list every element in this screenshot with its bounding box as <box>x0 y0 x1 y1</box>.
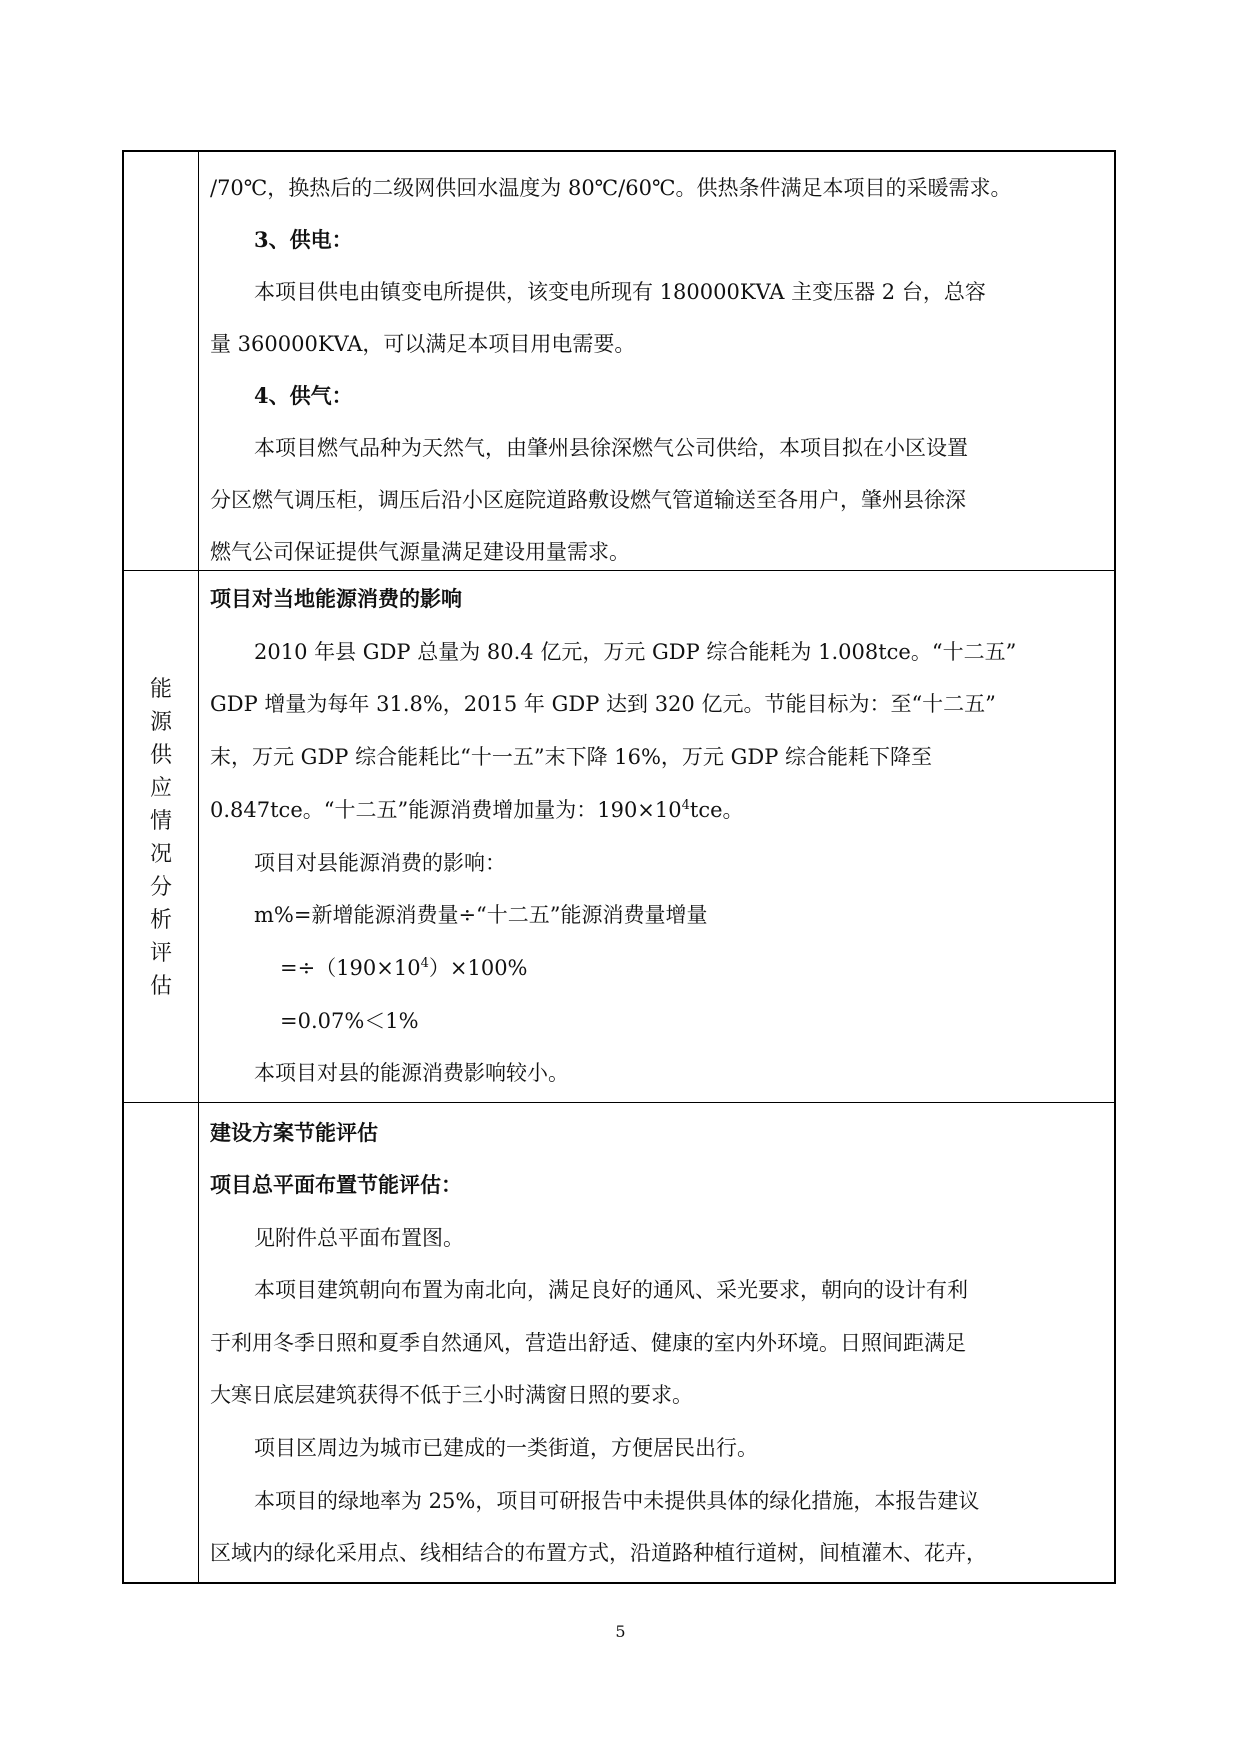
text-line: 末，万元 GDP 综合能耗比“十一五”末下降 16%，万元 GDP 综合能耗下降至 <box>210 745 933 769</box>
section-heading: 4、供气： <box>254 383 353 408</box>
text-line: 于利用冬季日照和夏季自然通风，营造出舒适、健康的室内外环境。日照间距满足 <box>210 1331 966 1355</box>
text-line <box>210 795 744 825</box>
row-label <box>124 673 198 1003</box>
text-line: 燃气公司保证提供气源量满足建设用量需求。 <box>210 540 630 564</box>
section-heading: 项目对当地能源消费的影响 <box>210 586 462 611</box>
formula-line: =0.07%＜1% <box>280 1009 419 1033</box>
page-number: 5 <box>615 1622 626 1641</box>
text-line: 本项目燃气品种为天然气，由肇州县徐深燃气公司供给，本项目拟在小区设置 <box>254 436 968 460</box>
label-char: 源 <box>149 710 172 735</box>
table-row <box>124 570 1114 1102</box>
text-line: 本项目供电由镇变电所提供，该变电所现有 180000KVA 主变压器 2 台，总容 <box>254 280 986 304</box>
text-fragment: ）×100% <box>428 956 528 980</box>
text-line: 2010 年县 GDP 总量为 80.4 亿元，万元 GDP 综合能耗为 1.008tce。“十二五” <box>254 640 1017 664</box>
document-table <box>122 150 1116 1584</box>
text-line: 项目对县能源消费的影响： <box>254 851 506 875</box>
label-char: 分 <box>149 875 172 900</box>
text-line: 本项目建筑朝向布置为南北向，满足良好的通风、采光要求，朝向的设计有利 <box>254 1278 968 1302</box>
label-char: 供 <box>149 743 172 768</box>
text-line: 本项目对县的能源消费影响较小。 <box>254 1061 569 1085</box>
text-line: GDP 增量为每年 31.8%，2015 年 GDP 达到 320 亿元。节能目标为：至“十二五” <box>210 692 996 716</box>
text-fragment: tce。 <box>689 798 744 822</box>
label-char: 析 <box>149 908 172 933</box>
label-char: 应 <box>149 776 172 801</box>
label-char: 估 <box>149 974 172 999</box>
text-line: 项目区周边为城市已建成的一类街道，方便居民出行。 <box>254 1436 758 1460</box>
text-line: 量 360000KVA，可以满足本项目用电需要。 <box>210 332 636 356</box>
section-heading: 建设方案节能评估 <box>210 1120 378 1145</box>
text-line: 区域内的绿化采用点、线相结合的布置方式，沿道路种植行道树，间植灌木、花卉， <box>210 1541 987 1565</box>
label-char: 评 <box>149 941 172 966</box>
text-line: /70℃，换热后的二级网供回水温度为 80℃/60℃。供热条件满足本项目的采暖需求。 <box>210 176 1012 200</box>
text-line: 本项目的绿地率为 25%，项目可研报告中未提供具体的绿化措施，本报告建议 <box>254 1489 980 1513</box>
text-line: 见附件总平面布置图。 <box>254 1226 464 1250</box>
formula-line <box>280 953 528 983</box>
section-heading: 3、供电： <box>254 227 353 252</box>
table-row <box>124 152 1114 570</box>
label-char: 能 <box>149 677 172 702</box>
text-line: 分区燃气调压柜，调压后沿小区庭院道路敷设燃气管道输送至各用户，肇州县徐深 <box>210 488 966 512</box>
superscript: 4 <box>681 798 690 813</box>
label-char: 况 <box>149 842 172 867</box>
formula-line: m%=新增能源消费量÷“十二五”能源消费量增量 <box>254 903 708 927</box>
label-char: 情 <box>149 809 172 834</box>
table-row <box>124 1102 1114 1584</box>
text-line: 大寒日底层建筑获得不低于三小时满窗日照的要求。 <box>210 1383 693 1407</box>
superscript: 4 <box>420 956 429 971</box>
subsection-heading: 项目总平面布置节能评估： <box>210 1172 462 1197</box>
text-fragment: 0.847tce。“十二五”能源消费增加量为：190×10 <box>210 798 682 822</box>
text-fragment: =÷（190×10 <box>280 956 421 980</box>
